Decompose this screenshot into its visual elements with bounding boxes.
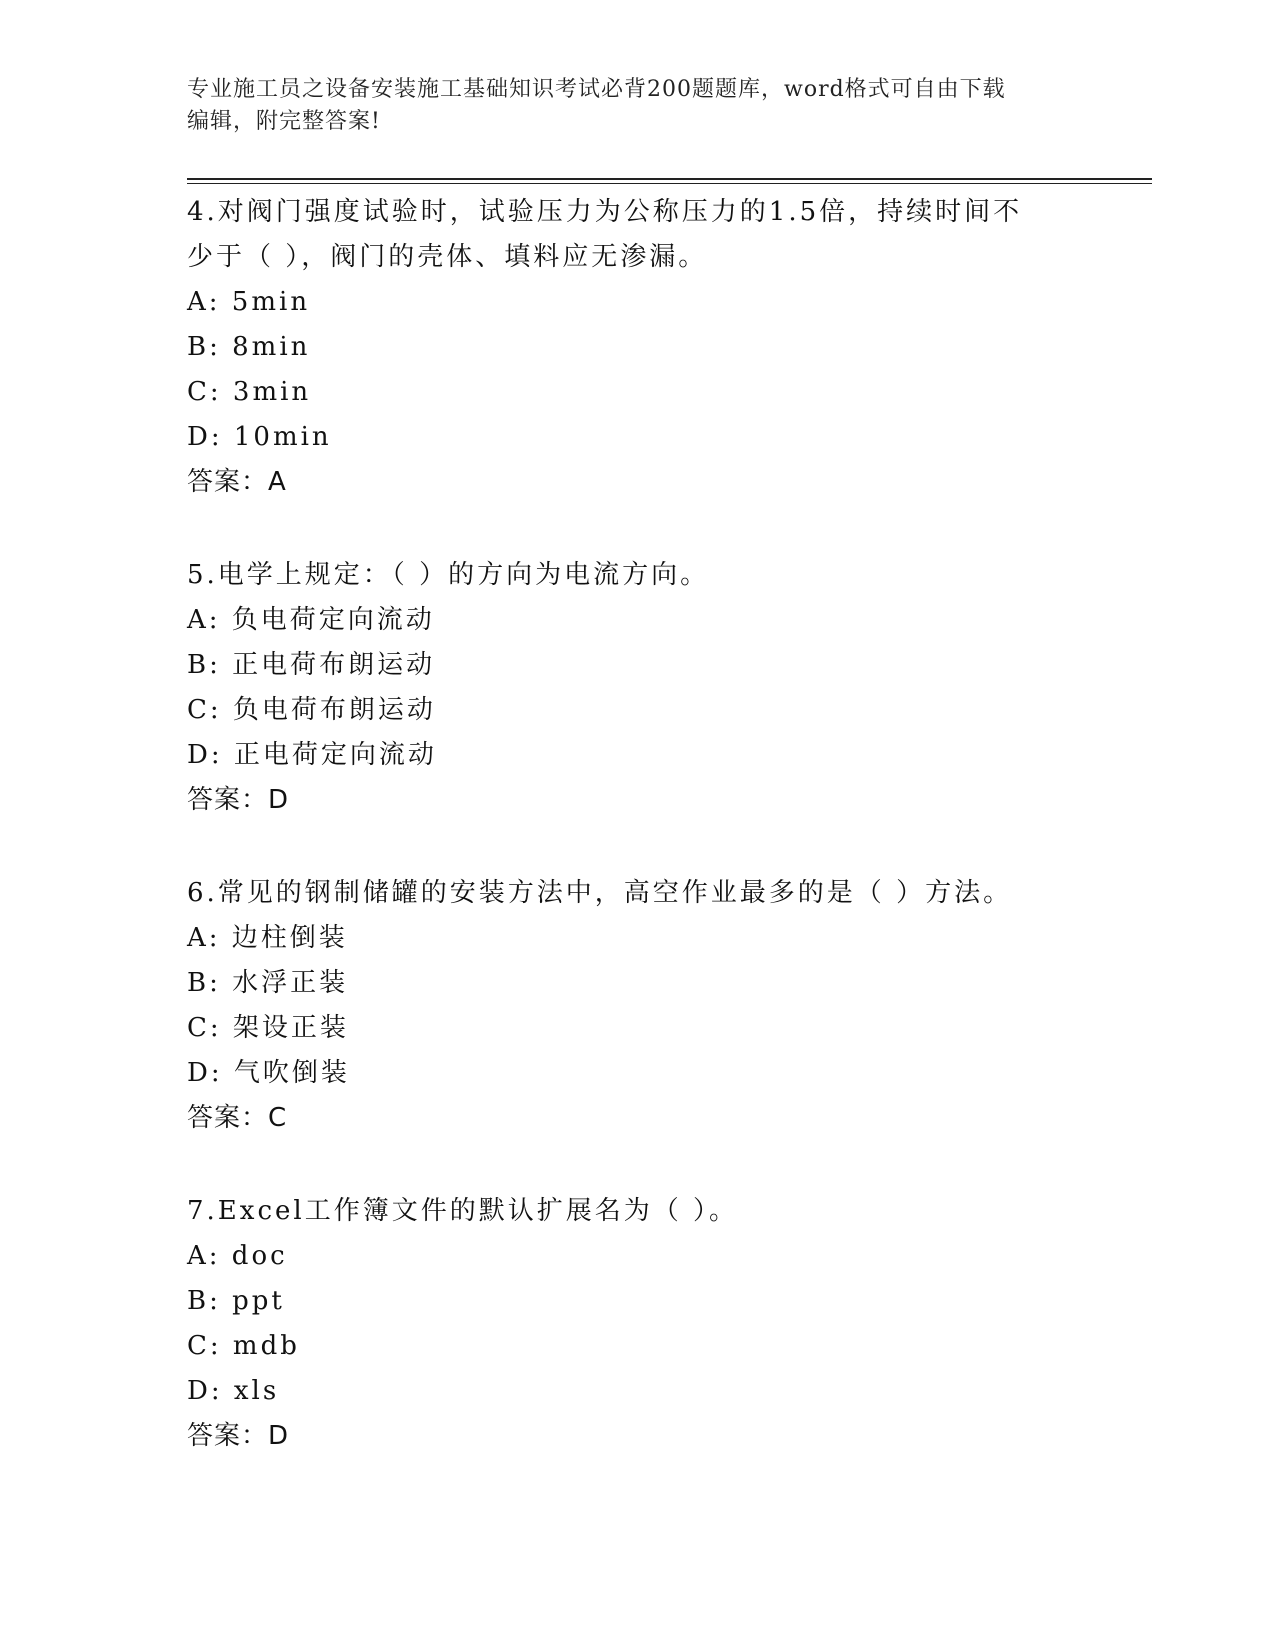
header-divider-thick <box>187 178 1152 180</box>
option-a: A: 负电荷定向流动 <box>187 605 435 635</box>
option-d: D: 气吹倒装 <box>187 1058 350 1088</box>
question-7 <box>187 1189 1087 1459</box>
header-line-2: 编辑，附完整答案! <box>187 109 381 134</box>
document-header <box>187 74 1067 138</box>
option-d: D: 正电荷定向流动 <box>187 740 437 770</box>
question-6 <box>187 871 1087 1141</box>
question-stem: 7.Excel工作簿文件的默认扩展名为（ ）。 <box>187 1196 738 1226</box>
answer: 答案：A <box>187 467 287 497</box>
question-list <box>187 190 1087 1459</box>
answer: 答案：D <box>187 1421 290 1451</box>
header-divider-thin <box>187 183 1152 184</box>
question-stem: 6.常见的钢制储罐的安装方法中，高空作业最多的是（ ）方法。 <box>187 878 1013 908</box>
question-4 <box>187 190 1087 505</box>
option-b: B: 正电荷布朗运动 <box>187 650 436 680</box>
option-a: A: 5min <box>187 287 311 317</box>
question-stem: 5.电学上规定：（ ）的方向为电流方向。 <box>187 560 710 590</box>
option-c: C: 架设正装 <box>187 1013 349 1043</box>
option-b: B: 水浮正装 <box>187 968 349 998</box>
answer: 答案：D <box>187 785 290 815</box>
option-a: A: doc <box>187 1241 288 1271</box>
option-c: C: mdb <box>187 1331 300 1361</box>
option-c: C: 负电荷布朗运动 <box>187 695 436 725</box>
option-d: D: xls <box>187 1376 280 1406</box>
answer: 答案：C <box>187 1103 288 1133</box>
header-line-1: 专业施工员之设备安装施工基础知识考试必背200题题库，word格式可自由下载 <box>187 77 1006 102</box>
question-5 <box>187 553 1087 823</box>
option-d: D: 10min <box>187 422 332 452</box>
question-stem: 4.对阀门强度试验时，试验压力为公称压力的1.5倍，持续时间不少于（ ），阀门的壳体、填料应无渗漏。 <box>187 197 1023 272</box>
option-b: B: ppt <box>187 1286 285 1316</box>
option-b: B: 8min <box>187 332 311 362</box>
option-c: C: 3min <box>187 377 312 407</box>
option-a: A: 边柱倒装 <box>187 923 348 953</box>
